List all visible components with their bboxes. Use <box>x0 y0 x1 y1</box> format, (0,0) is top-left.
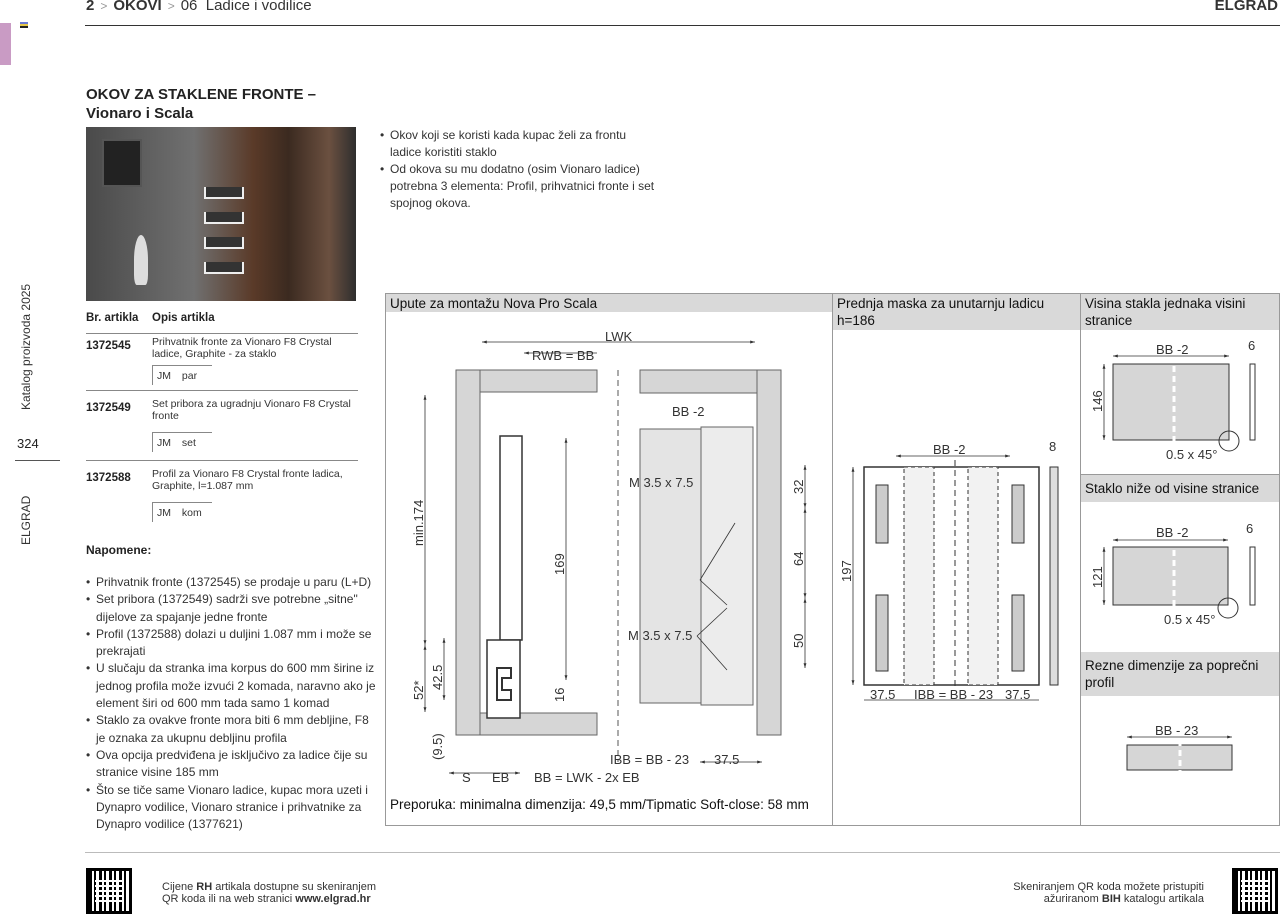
dim-lwk: LWK <box>605 329 633 344</box>
dim-bb2: BB -2 <box>1156 525 1189 540</box>
dim-32: 32 <box>791 479 806 494</box>
panel-title-front-mask: Prednja maska za unutarnju ladicu h=186 <box>833 294 1080 330</box>
sidebar-brand: ELGRAD <box>19 495 33 545</box>
dim-chamfer: 0.5 x 45° <box>1164 612 1216 627</box>
front-mask-drawing <box>864 460 1058 690</box>
footer-divider <box>85 852 1280 853</box>
dim-169: 169 <box>552 553 567 575</box>
dim-197: 197 <box>839 560 854 582</box>
dim-bb2: BB -2 <box>933 442 966 457</box>
dim-6: 6 <box>1246 521 1254 536</box>
dim-8: 8 <box>1049 439 1057 454</box>
dim-bb-formula: BB = LWK - 2x EB <box>534 770 640 785</box>
dim-ibb: IBB = BB - 23 <box>914 687 994 702</box>
header-divider <box>85 25 1280 26</box>
technical-drawings <box>385 293 1280 826</box>
notes-list: • Prihvatnik fronte (1372545) se prodaje u paru (L+D) • Set pribora (1372549) sadrži sve potrebne „sitne" dijelove za spajanje jedne fronte • Profil (1372588) dolazi u duljini 1.087 mm i može se prekrajati • U slučaju da stranka ima korpus do 600 mm širine iz jednog profila može izvući 2 komada, naravno ako je element širi od 600 mm tada samo 1 komad • Staklo za ovakve fronte mora biti 6 mm debljine, F8 je oznaka za ukupnu debljinu profila • Ova opcija predviđena je isključivo za ladice čije su stranice visine 185 mm • Što se tiče same Vionaro ladice, kupac mora uzeti i Dynapro vodilice, Vionaro stranice i prihvatnike za Dynapro vodilice (1377621) <box>86 574 376 833</box>
recommendation-text: Preporuka: minimalna dimenzija: 49,5 mm/Tipmatic Soft-close: 58 mm <box>390 797 809 812</box>
dim-eb: EB <box>492 770 510 785</box>
dim-screw-top: M 3.5 x 7.5 <box>629 475 694 490</box>
dim-ibb: IBB = BB - 23 <box>610 752 690 767</box>
panel-title-glass-lower: Staklo niže od visine stranice <box>1081 475 1279 502</box>
table-divider <box>86 390 358 391</box>
chapter-tab <box>0 23 11 65</box>
dim-52: 52* <box>411 680 426 700</box>
dim-chamfer: 0.5 x 45° <box>1166 447 1218 462</box>
dim-42-5: 42.5 <box>430 664 445 690</box>
qr-code-bih[interactable] <box>1232 868 1278 914</box>
dim-146: 146 <box>1090 390 1105 412</box>
product-photo <box>86 127 356 301</box>
dim-37-5-right: 37.5 <box>1005 687 1031 702</box>
breadcrumb-subsection[interactable]: Ladice i vodilice <box>205 0 312 14</box>
dim-min174: min.174 <box>411 499 426 546</box>
chevron-right-icon: > <box>167 0 175 13</box>
dim-bb2: BB -2 <box>1156 342 1189 357</box>
intro-bullets: • Okov koji se koristi kada kupac želi za frontu ladice koristiti staklo • Od okova su mu dodatno (osim Vionaro ladice) potrebna 3 elementa: Profil, prihvatnici fronte i set spojnog okova. <box>380 127 660 212</box>
color-marker-icon <box>20 22 28 28</box>
col-header-code: Br. artikla <box>86 312 139 324</box>
table-divider <box>86 333 358 334</box>
breadcrumb <box>86 0 312 14</box>
dim-6: 6 <box>1248 338 1256 353</box>
panel-title-mounting: Upute za montažu Nova Pro Scala <box>386 294 832 312</box>
dim-bb2: BB -2 <box>672 404 705 419</box>
panel-title-cut-profile: Rezne dimenzije za poprečni profil <box>1081 652 1279 696</box>
table-divider <box>86 460 358 461</box>
page-title: OKOV ZA STAKLENE FRONTE – Vionaro i Scala <box>86 86 317 122</box>
dim-37-5: 37.5 <box>714 752 740 767</box>
website-link[interactable]: www.elgrad.hr <box>295 893 371 905</box>
qr-code-rh[interactable] <box>86 868 132 914</box>
breadcrumb-section[interactable]: OKOVI <box>113 0 162 14</box>
chevron-right-icon: > <box>100 0 108 13</box>
breadcrumb-subnum: 06 <box>180 0 198 14</box>
panel-title-glass-equal: Visina stakla jednaka visini stranice <box>1081 294 1279 330</box>
col-header-desc: Opis artikla <box>152 312 215 324</box>
catalog-label: Katalog proizvoda 2025 <box>19 283 33 410</box>
footer-right-text: Skeniranjem QR koda možete pristupiti ažuriranom BIH katalogu artikala <box>1013 881 1204 905</box>
brand-logo: ELGRAD <box>1214 0 1278 14</box>
footer-left-text: Cijene RH artikala dostupne su skeniranjem QR koda ili na web stranici www.elgrad.hr <box>162 881 377 905</box>
dim-screw-bottom: M 3.5 x 7.5 <box>628 628 693 643</box>
dim-37-5-left: 37.5 <box>870 687 896 702</box>
dim-bb23: BB - 23 <box>1155 723 1199 738</box>
page-number: 324 <box>17 436 39 451</box>
sidebar-divider <box>15 460 60 461</box>
dim-rwb: RWB = BB <box>532 348 595 363</box>
notes-heading: Napomene: <box>86 543 152 557</box>
dim-9-5: (9.5) <box>430 733 445 760</box>
glass-drawings <box>1113 356 1255 775</box>
dim-64: 64 <box>791 551 806 566</box>
dim-121: 121 <box>1090 566 1105 588</box>
dim-16: 16 <box>552 687 567 702</box>
dim-50: 50 <box>791 633 806 648</box>
dim-s: S <box>462 770 471 785</box>
breadcrumb-chapter[interactable]: 2 <box>86 0 95 14</box>
